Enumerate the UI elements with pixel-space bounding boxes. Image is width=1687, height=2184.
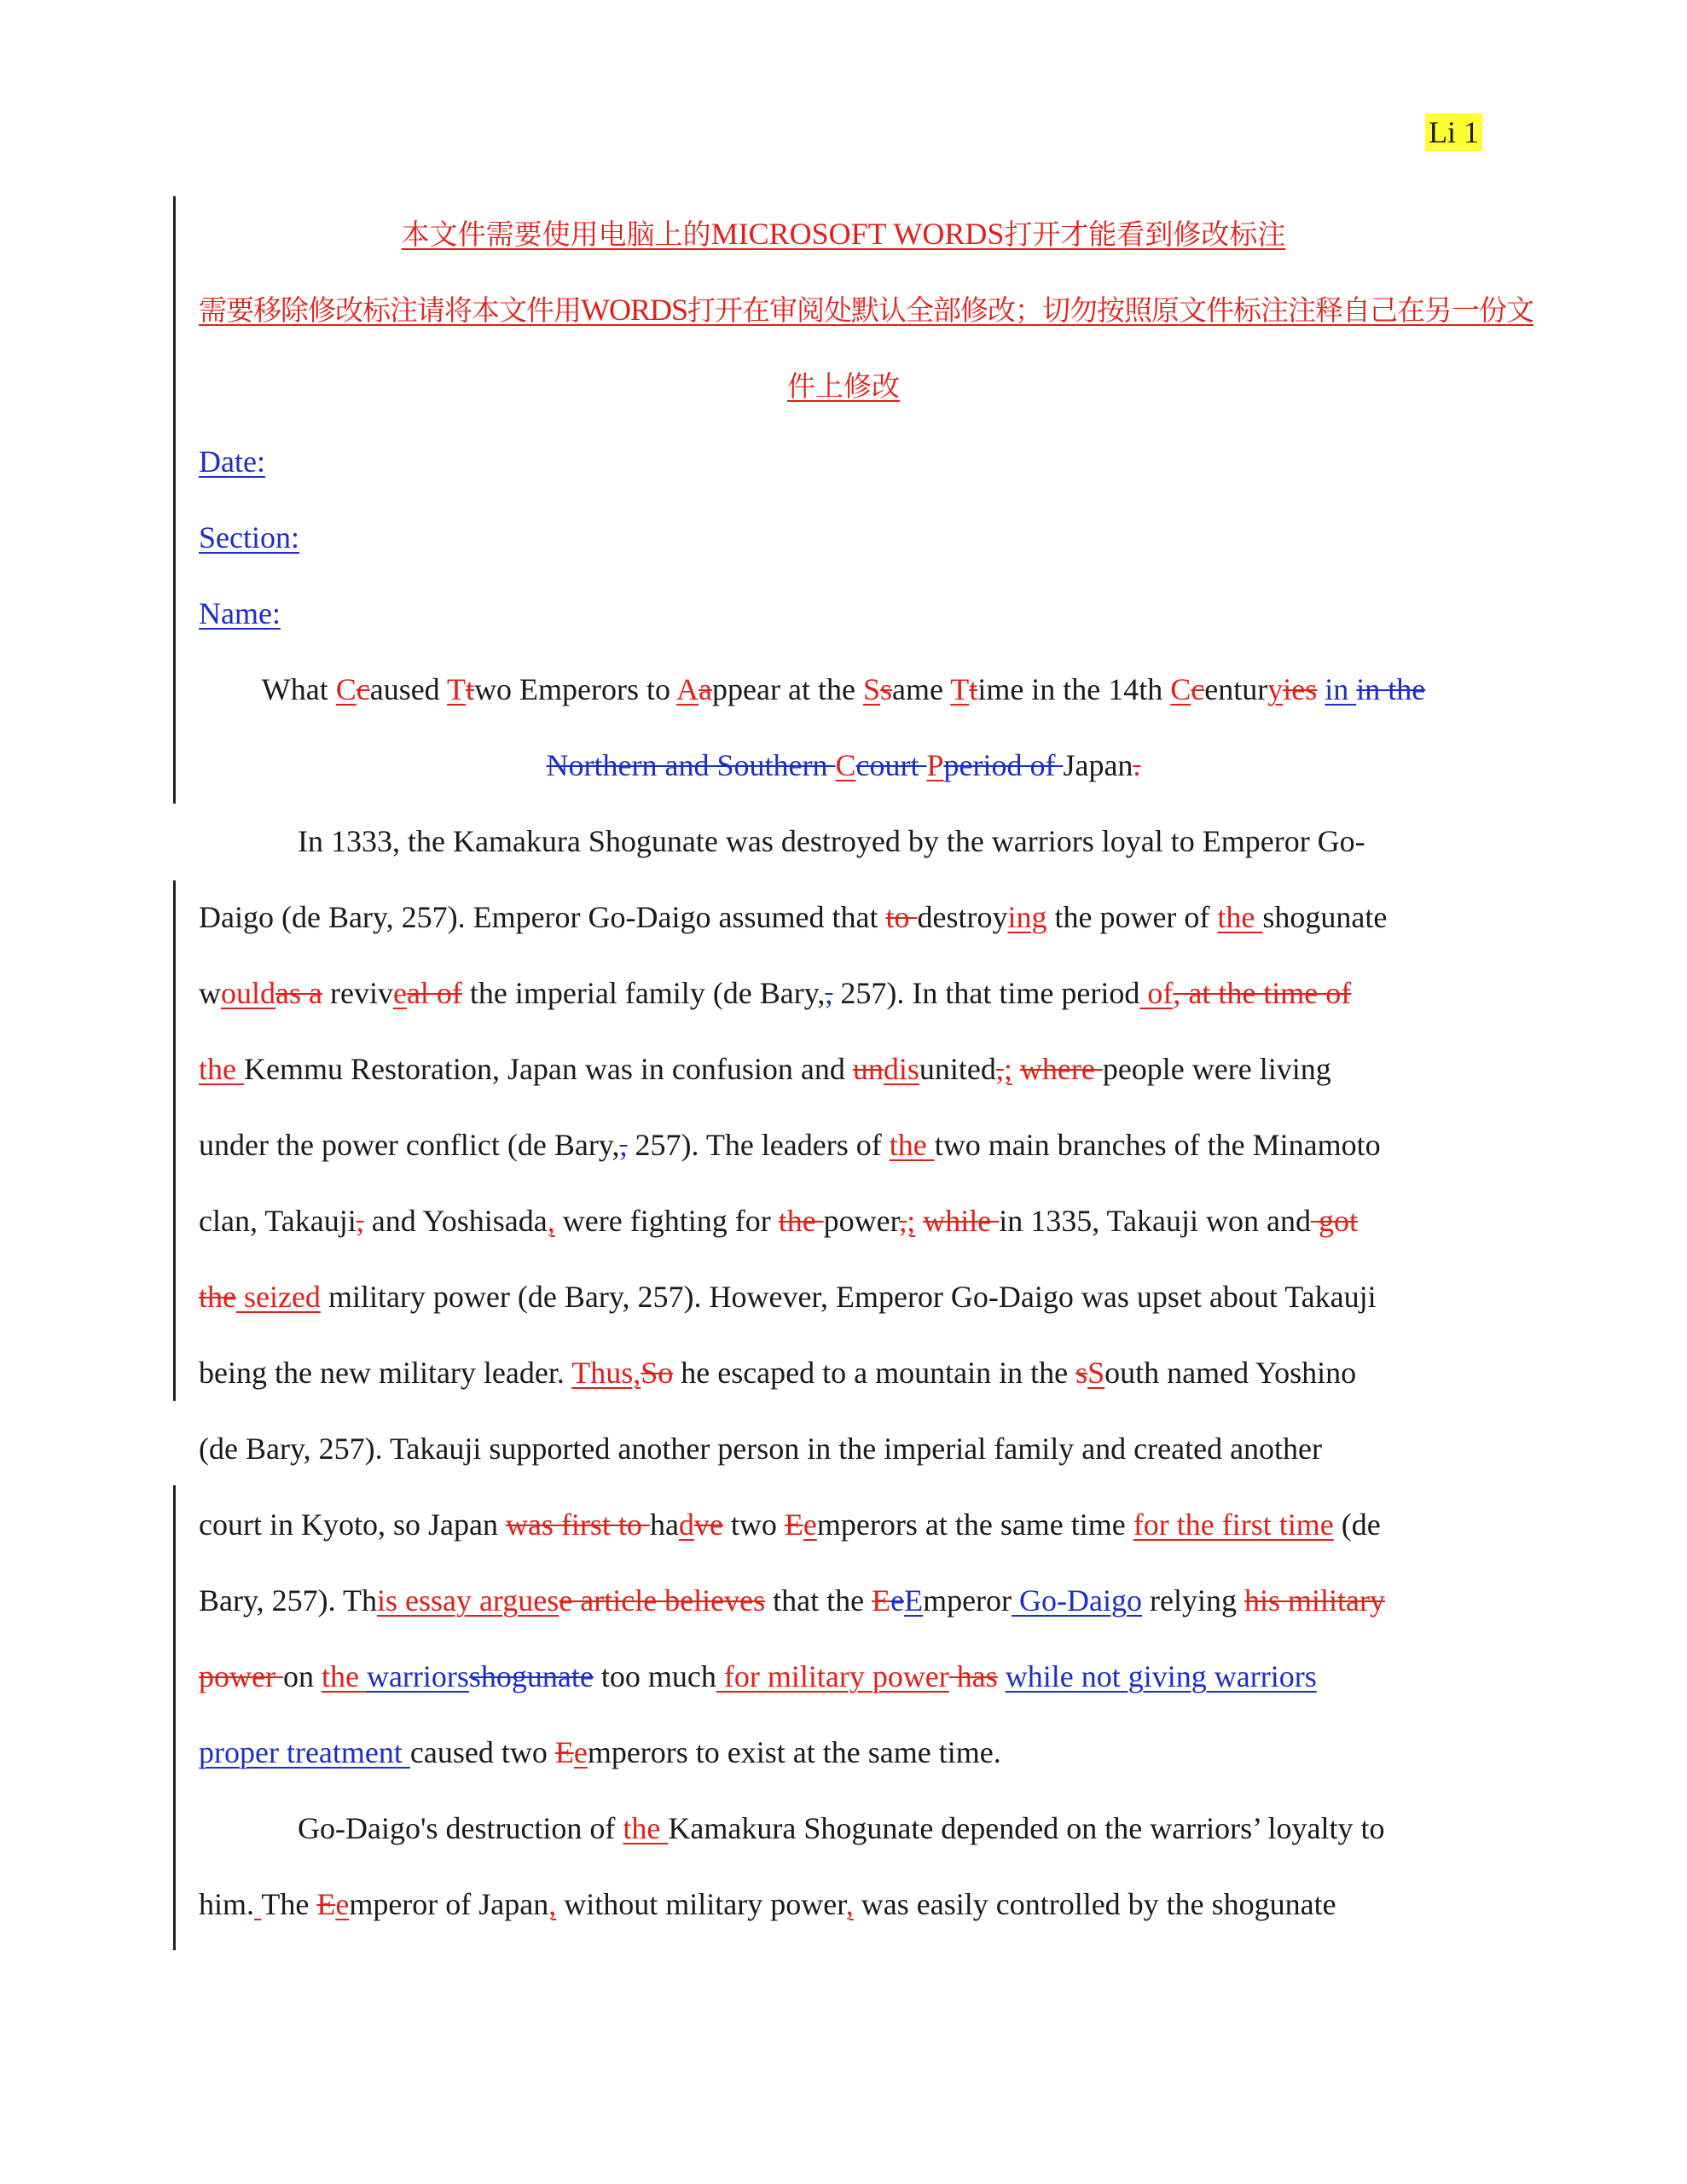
inserted-text: e	[392, 976, 407, 1010]
body-line	[199, 1715, 1488, 1791]
inserted-text: for military power	[716, 1659, 949, 1693]
text-run: mperor of Japan	[349, 1887, 549, 1921]
text-run: the imperial family (de Bary,	[461, 976, 826, 1010]
text-run: outh named Yoshino	[1104, 1356, 1357, 1390]
deleted-text: to	[885, 900, 918, 934]
text-run: Daigo (de Bary, 257). Emperor Go-Daigo assumed that	[199, 900, 886, 934]
notice-text: 本文件需要使用电脑上的	[401, 218, 711, 251]
text-run: entur	[1204, 672, 1268, 706]
inserted-text: E	[904, 1583, 924, 1618]
deleted-text: ,	[899, 1204, 907, 1238]
inserted-text: the	[199, 1052, 244, 1086]
text-run: mperors at the same time	[816, 1507, 1133, 1542]
inserted-text: d	[678, 1507, 694, 1542]
text-run: What	[261, 672, 336, 706]
notice-text: 打开才能看到修改标注	[1004, 218, 1286, 251]
inserted-text: the	[321, 1659, 367, 1693]
text-run: mperor	[923, 1583, 1012, 1618]
deleted-text: t	[969, 672, 978, 706]
section-label: Section:	[199, 520, 299, 555]
text-run: in 1335, Takauji won and	[999, 1204, 1311, 1238]
body-line	[199, 956, 1488, 1031]
inserted-text: proper treatment	[199, 1735, 410, 1769]
inserted-text: Thus,	[571, 1356, 641, 1390]
deleted-text: .	[1133, 748, 1141, 782]
text-run: and Yoshisada	[363, 1204, 548, 1238]
text-run: shogunate	[1262, 900, 1388, 934]
document-body	[199, 196, 1534, 1943]
inserted-text: seized	[235, 1280, 321, 1314]
text-run: Japan	[1063, 748, 1133, 782]
inserted-text: for the first time	[1133, 1507, 1334, 1542]
text-run: Go-Daigo's destruction of	[298, 1811, 623, 1845]
inserted-text: while not giving warriors	[1005, 1659, 1317, 1693]
notice-line-1	[199, 196, 1488, 272]
inserted-text: C	[835, 748, 856, 782]
inserted-text: S	[1087, 1356, 1105, 1390]
inserted-text: ,	[548, 1887, 557, 1921]
deleted-text: the	[199, 1280, 236, 1314]
deleted-text: E	[554, 1735, 574, 1769]
inserted-text: P	[926, 748, 944, 782]
body-line	[199, 1107, 1488, 1183]
deleted-text: s	[1075, 1356, 1088, 1390]
text-run: reviv	[322, 976, 393, 1010]
essay-title-line-1	[199, 652, 1488, 728]
text-run: relying	[1142, 1583, 1244, 1618]
body-line	[199, 1563, 1488, 1639]
inserted-text: ould	[221, 976, 276, 1010]
text-run: under the power conflict (de Bary,	[199, 1128, 620, 1162]
body-line	[199, 804, 1488, 880]
change-bar	[173, 880, 176, 1401]
text-run: ime in the 14th	[977, 672, 1171, 706]
inserted-text: of	[1139, 976, 1174, 1010]
inserted-text: T	[447, 672, 467, 706]
text-run	[1317, 672, 1325, 706]
body-line	[199, 1259, 1488, 1335]
deleted-text: al of	[406, 976, 462, 1010]
name-field	[199, 576, 1488, 652]
text-run: that the	[765, 1583, 872, 1618]
text-run: Bary, 257). Th	[199, 1583, 377, 1618]
text-run: on	[282, 1659, 322, 1693]
text-run: (de Bary, 257). Takauji supported another person in the imperial family and created another	[199, 1432, 1323, 1466]
deleted-text: in the	[1356, 672, 1426, 706]
inserted-text: the	[623, 1811, 669, 1845]
text-run: military power (de Bary, 257). However, Emperor Go-Daigo was upset about Takauji	[320, 1280, 1377, 1314]
inserted-text: in	[1325, 672, 1357, 706]
inserted-text: ,	[547, 1204, 555, 1238]
deleted-text: shogunate	[468, 1659, 594, 1693]
text-run: 257). In that time period	[832, 976, 1140, 1010]
text-run: wo Emperors to	[474, 672, 677, 706]
text-run: clan, Takauji	[199, 1204, 357, 1238]
change-bar	[173, 196, 176, 804]
text-run	[915, 1204, 923, 1238]
deleted-text: c	[1191, 672, 1205, 706]
inserted-text: e	[803, 1507, 817, 1542]
deleted-text: has	[948, 1659, 998, 1693]
deleted-text: a	[699, 672, 713, 706]
notice-text: 件上修改	[787, 369, 900, 403]
text-run: two main branches of the Minamoto	[934, 1128, 1381, 1162]
text-run: people were living	[1102, 1052, 1331, 1086]
deleted-text: e	[890, 1583, 905, 1618]
inserted-text: Go-Daigo	[1012, 1583, 1143, 1618]
deleted-text: e article believes	[559, 1583, 766, 1618]
inserted-text: the	[1217, 900, 1263, 934]
deleted-text: So	[641, 1356, 674, 1390]
page-number-header: Li 1	[1425, 113, 1482, 151]
inserted-text: e	[573, 1735, 588, 1769]
inserted-text: warriors	[366, 1659, 469, 1693]
deleted-text: his military	[1244, 1583, 1385, 1618]
inserted-text: A	[676, 672, 699, 706]
text-run: court in Kyoto, so Japan	[199, 1507, 506, 1542]
change-bar	[173, 1485, 176, 1950]
text-run: destroy	[917, 900, 1008, 934]
text-run: mperors to exist at the same time.	[587, 1735, 1001, 1769]
inserted-text: ,	[845, 1887, 854, 1921]
inserted-text: e	[335, 1887, 350, 1921]
notice-line-3	[199, 348, 1488, 424]
deleted-text: was first to	[505, 1507, 650, 1542]
text-run: w	[199, 976, 221, 1010]
notice-text: MICROSOFT WORDS	[710, 217, 1005, 251]
body-line	[199, 1867, 1488, 1943]
inserted-text: S	[862, 672, 880, 706]
text-run: caused two	[409, 1735, 555, 1769]
text-run: him.	[199, 1887, 255, 1921]
notice-text: 打开在审阅处默认全部修改；切勿按照原文件标注注释自己在另一份文	[687, 293, 1534, 327]
inserted-text: dis	[883, 1052, 919, 1086]
body-line	[199, 1487, 1488, 1563]
text-run: Kamakura Shogunate depended on the warriors’ loyalty to	[668, 1811, 1385, 1845]
deleted-text: E	[316, 1887, 336, 1921]
deleted-text: ies	[1283, 672, 1318, 706]
deleted-text: ,	[619, 1128, 628, 1162]
text-run: the power of	[1046, 900, 1218, 934]
body-line	[199, 1031, 1488, 1107]
text-run: two	[722, 1507, 785, 1542]
deleted-text: E	[872, 1583, 891, 1618]
text-run: ha	[649, 1507, 679, 1542]
deleted-text: un	[852, 1052, 884, 1086]
deleted-text: Northern and Southern	[546, 748, 836, 782]
text-run: united	[919, 1052, 996, 1086]
notice-text: WORDS	[581, 293, 688, 327]
text-run: ame	[891, 672, 951, 706]
deleted-text: t	[466, 672, 475, 706]
text-run: The	[261, 1887, 317, 1921]
inserted-text: T	[950, 672, 970, 706]
inserted-text: ;	[1003, 1052, 1012, 1086]
text-run: too much	[593, 1659, 716, 1693]
text-run: (de	[1333, 1507, 1381, 1542]
deleted-text: s	[879, 672, 892, 706]
body-line	[199, 1335, 1488, 1411]
deleted-text: as a	[275, 976, 322, 1010]
inserted-text: y	[1267, 672, 1284, 706]
text-run: ppear at the	[712, 672, 863, 706]
notice-line-2	[199, 272, 1534, 348]
date-field	[199, 424, 1488, 500]
inserted-text: ;	[907, 1204, 916, 1238]
deleted-text: , at the time of	[1173, 976, 1352, 1010]
date-label: Date:	[199, 444, 265, 479]
text-run: 257). The leaders of	[627, 1128, 890, 1162]
deleted-text: the	[778, 1204, 824, 1238]
text-run: was easily controlled by the shogunate	[853, 1887, 1336, 1921]
deleted-text: ,	[995, 1052, 1004, 1086]
text-run: were fighting for	[554, 1204, 779, 1238]
text-run: In 1333, the Kamakura Shogunate was destroyed by the warriors loyal to Emperor Go-	[298, 824, 1365, 858]
essay-title-line-2	[199, 728, 1488, 804]
text-run	[998, 1659, 1006, 1693]
inserted-text: C	[335, 672, 357, 706]
section-field	[199, 500, 1488, 576]
body-line	[199, 1791, 1488, 1867]
text-run: aused	[369, 672, 448, 706]
deleted-text: E	[784, 1507, 803, 1542]
text-run: he escaped to a mountain in the	[673, 1356, 1076, 1390]
text-run: power	[823, 1204, 900, 1238]
inserted-text: is essay argues	[376, 1583, 559, 1618]
deleted-text: ,	[825, 976, 833, 1010]
inserted-text: C	[1170, 672, 1191, 706]
body-line	[199, 1183, 1488, 1259]
deleted-text: period of	[943, 748, 1064, 782]
deleted-text: while	[923, 1204, 1000, 1238]
body-line	[199, 1411, 1488, 1487]
deleted-text: power	[199, 1659, 283, 1693]
name-label: Name:	[199, 596, 281, 630]
deleted-text: got	[1310, 1204, 1358, 1238]
text-run	[1012, 1052, 1020, 1086]
text-run: without military power	[556, 1887, 846, 1921]
deleted-text: ,	[356, 1204, 364, 1238]
body-line	[199, 880, 1488, 956]
deleted-text: c	[356, 672, 370, 706]
deleted-text: court	[855, 748, 927, 782]
body-line	[199, 1639, 1488, 1715]
inserted-text: the	[889, 1128, 935, 1162]
notice-text: 需要移除修改标注请将本文件用	[199, 293, 581, 327]
text-run: Kemmu Restoration, Japan was in confusion and	[243, 1052, 853, 1086]
deleted-text: ve	[693, 1507, 723, 1542]
inserted-text: ing	[1007, 900, 1047, 934]
text-run: being the new military leader.	[199, 1356, 572, 1390]
deleted-text: where	[1019, 1052, 1103, 1086]
